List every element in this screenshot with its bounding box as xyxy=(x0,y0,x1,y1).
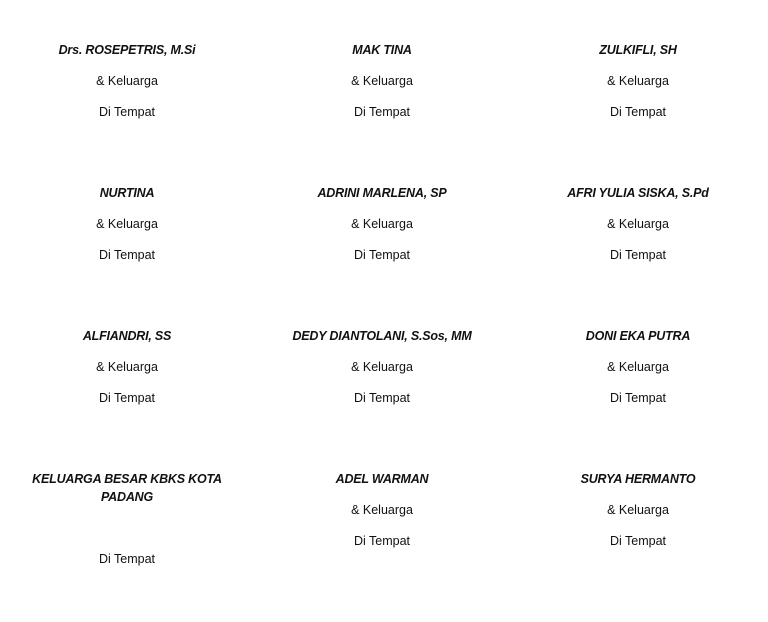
recipient-name: SURYA HERMANTO xyxy=(580,472,696,486)
family-line: & Keluarga xyxy=(351,217,413,231)
recipient-name: Drs. ROSEPETRIS, M.Si xyxy=(58,43,196,57)
family-line: & Keluarga xyxy=(96,217,158,231)
place-line: Di Tempat xyxy=(98,248,156,262)
family-line: & Keluarga xyxy=(96,74,158,88)
recipient-name: ZULKIFLI, SH xyxy=(599,43,677,57)
family-line: & Keluarga xyxy=(607,360,669,374)
family-line: & Keluarga xyxy=(351,74,413,88)
place-line: Di Tempat xyxy=(98,105,156,119)
recipient-name: ALFIANDRI, SS xyxy=(82,329,172,343)
recipient-name: MAK TINA xyxy=(352,43,412,57)
family-line: & Keluarga xyxy=(351,360,413,374)
family-line: & Keluarga xyxy=(607,503,669,517)
place-line: Di Tempat xyxy=(609,534,667,548)
family-line: & Keluarga xyxy=(351,503,413,517)
family-line: & Keluarga xyxy=(96,360,158,374)
recipient-name: AFRI YULIA SISKA, S.Pd xyxy=(567,186,709,200)
recipient-name: ADRINI MARLENA, SP xyxy=(317,186,447,200)
place-line: Di Tempat xyxy=(353,248,411,262)
place-line: Di Tempat xyxy=(98,391,156,405)
place-line: Di Tempat xyxy=(98,552,156,566)
place-line: Di Tempat xyxy=(353,105,411,119)
place-line: Di Tempat xyxy=(609,391,667,405)
place-line: Di Tempat xyxy=(609,248,667,262)
place-line: Di Tempat xyxy=(353,534,411,548)
place-line: Di Tempat xyxy=(353,391,411,405)
recipient-name: KELUARGA BESAR KBKS KOTA PADANG xyxy=(32,472,222,504)
recipient-name: NURTINA xyxy=(99,186,155,200)
family-line: & Keluarga xyxy=(607,217,669,231)
recipient-name: DONI EKA PUTRA xyxy=(585,329,691,343)
recipient-name: ADEL WARMAN xyxy=(335,472,429,486)
recipient-name: DEDY DIANTOLANI, S.Sos, MM xyxy=(292,329,472,343)
family-line: & Keluarga xyxy=(607,74,669,88)
place-line: Di Tempat xyxy=(609,105,667,119)
